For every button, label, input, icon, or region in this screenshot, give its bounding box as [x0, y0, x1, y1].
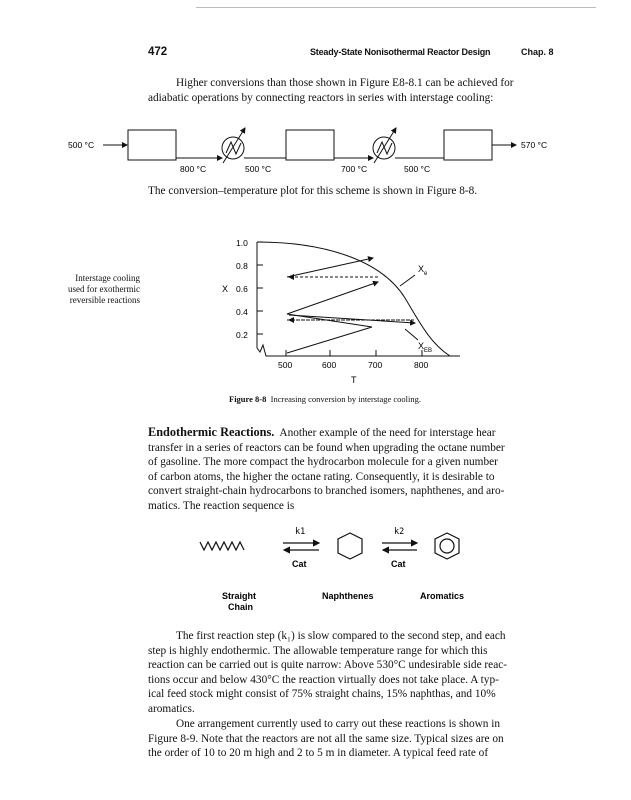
plot-intro: The conversion–temperature plot for this scheme is shown in Figure 8-8. [148, 185, 478, 197]
label-straight: Straight [222, 591, 257, 601]
para2-line-2: step is highly endothermic. The allowable temperature range for which this [148, 644, 488, 657]
rate-paragraph [148, 629, 555, 717]
cooler-1-flow-arrow [223, 128, 245, 163]
y-label-1-0: 1.0 [236, 238, 248, 248]
energy-balance-line-final [289, 315, 415, 323]
xeb-label [418, 341, 432, 354]
xeb-label-main: X [418, 341, 425, 351]
y-label-0-4: 0.4 [236, 307, 248, 317]
k2-label: k2 [394, 527, 405, 537]
endothermic-paragraph [148, 425, 555, 514]
temp-800: 800 °C [180, 164, 207, 174]
page-number: 472 [148, 46, 168, 58]
xeb-pointer [405, 329, 418, 340]
x-label-800: 800 [414, 360, 429, 370]
xe-label-sub: e [424, 271, 428, 277]
para3-line-1: One arrangement currently used to carry out these reactions is shown in [176, 718, 501, 730]
label-aromatics: Aromatics [420, 591, 465, 601]
reactor-3 [444, 130, 492, 160]
xeb-label-sub: EB [424, 348, 433, 354]
top-rule [196, 7, 596, 8]
label-naphthenes: Naphthenes [322, 591, 374, 601]
reactor-1 [128, 130, 176, 160]
endo-line-3: of carbon atoms, the higher the octane rating. Consequently, it is desirable to [148, 470, 495, 483]
para2-line-1: The first reaction step (k₁) is slow compared to the second step, and each [176, 630, 506, 642]
margin-note-line-3: reversible reactions [69, 295, 140, 305]
figure-8-8-plot [0, 228, 631, 388]
cat-label-2: Cat [391, 559, 406, 569]
margin-note-line-1: Interstage cooling [75, 273, 140, 283]
xe-pointer [400, 275, 415, 286]
para2-line-5: ical feed stock might consist of 75% straight chains, 15% naphthas, and 10% [148, 688, 496, 701]
para2-line-3: reaction can be carried out is quite narrow: Above 530°C undesirable side reac- [148, 659, 507, 672]
reactor-2 [286, 130, 334, 160]
reaction-scheme [0, 520, 631, 620]
section-heading: Endothermic Reactions. [148, 425, 275, 439]
interstage-cooling-flow-diagram [0, 118, 631, 178]
xe-label-main: X [418, 264, 425, 274]
aromatic-ring [435, 533, 459, 559]
line-r1-out [176, 145, 190, 158]
temp-500-b: 500 °C [404, 164, 431, 174]
running-title: Steady-State Nonisothermal Reactor Design [310, 47, 491, 57]
y-label-0-6: 0.6 [236, 284, 248, 294]
para3-line-3: the order of 10 to 20 m high and 2 to 5 m in diameter. A typical feed rate of [148, 747, 489, 760]
caption-number: Figure 8-8 [229, 394, 267, 404]
endo-line-1: transfer in a series of reactors can be found when upgrading the octane number [148, 441, 505, 454]
x-label-600: 600 [322, 360, 337, 370]
endo-first-line: Another example of the need for interstage hear [279, 427, 496, 439]
label-chain: Chain [228, 602, 254, 612]
energy-balance-line-2 [287, 282, 378, 314]
cat-label-1: Cat [292, 559, 307, 569]
x-axis-title: T [351, 375, 357, 385]
endo-line-2: of gasoline. The more compact the hydrocarbon molecule for a given number [148, 456, 498, 469]
para2-line-4: tions occur and below 430°C the reaction virtually does not take place. A typ- [148, 673, 499, 686]
straight-chain-zigzag [200, 542, 244, 550]
x-label-700: 700 [368, 360, 383, 370]
para3-line-2: Figure 8-9. Note that the reactors are not all the same size. Typical sizes are on [148, 732, 504, 745]
figure-caption [229, 394, 421, 404]
line-r2-out [334, 145, 348, 158]
y-axis-title: X [222, 284, 229, 294]
k1-label: k1 [295, 527, 306, 537]
temp-500-a: 500 °C [245, 164, 272, 174]
intro-line-2: adiabatic operations by connecting reactors in series with interstage cooling: [148, 91, 494, 104]
outlet-temp: 570 °C [521, 140, 548, 150]
aromatic-ring-circle [440, 539, 454, 553]
chapter-label: Chap. 8 [521, 47, 554, 57]
endo-line-4: convert straight-chain hydrocarbons to branched isomers, naphthenes, and aro- [148, 485, 505, 498]
margin-note-line-2: used for exothermic [68, 284, 140, 294]
energy-balance-line-1 [287, 327, 372, 353]
intro-paragraph [148, 76, 554, 105]
y-label-0-8: 0.8 [236, 261, 248, 271]
cooler-2-coil [377, 142, 392, 154]
y-label-0-2: 0.2 [236, 330, 248, 340]
para2-line-6: aromatics. [148, 702, 195, 715]
endo-line-5: matics. The reaction sequence is [148, 499, 295, 512]
temp-700: 700 °C [341, 164, 368, 174]
caption-text: Increasing conversion by interstage cooling. [270, 394, 421, 404]
x-label-500: 500 [278, 360, 293, 370]
equilibrium-curve-xe [257, 242, 450, 356]
naphthene-ring [338, 533, 362, 559]
xe-label [418, 264, 428, 277]
cooler-1-coil [226, 142, 241, 154]
intro-line-1: Higher conversions than those shown in Figure E8-8.1 can be achieved for [176, 77, 514, 89]
arrangement-paragraph [148, 717, 555, 761]
energy-balance-line-3 [287, 258, 373, 277]
inlet-temp: 500 °C [68, 140, 95, 150]
axis-break [257, 345, 285, 356]
cooler-2-flow-arrow [374, 128, 396, 163]
